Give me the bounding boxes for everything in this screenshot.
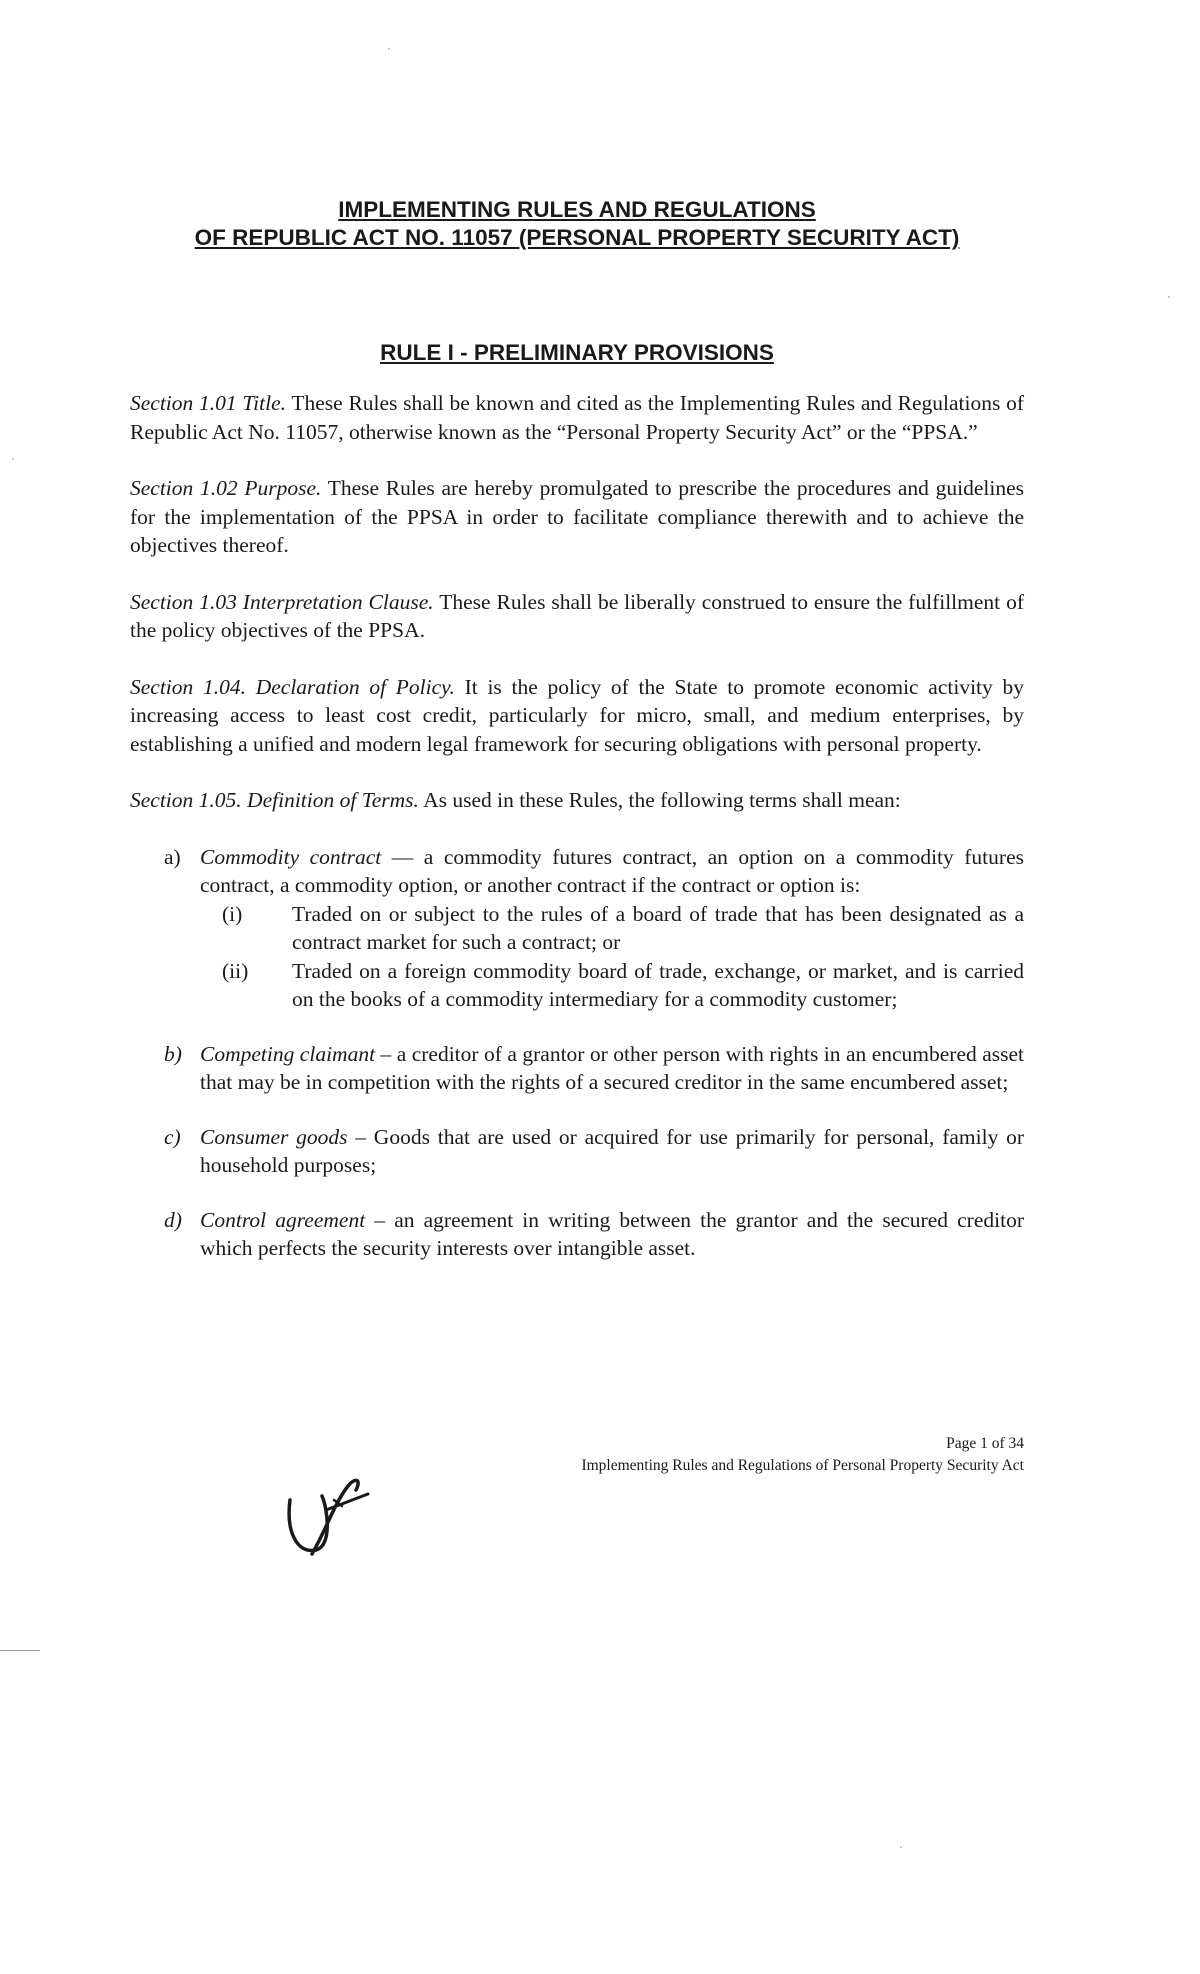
subitem-text: Traded on a foreign commodity board of trade, exchange, or market, and is carried on the books of a commodity intermediary for a commodity customer; — [292, 958, 1024, 1011]
scan-edge-line — [0, 1650, 40, 1651]
rule-heading: RULE I - PRELIMINARY PROVISIONS — [380, 340, 774, 365]
definition-term: Commodity contract — [200, 844, 382, 869]
definition-item — [130, 1040, 1024, 1097]
section-title: Declaration of Policy. — [255, 674, 455, 699]
definition-body — [200, 1040, 1024, 1097]
section-1-01 — [130, 389, 1024, 446]
section-text: It is the policy of the State to promote economic activity by increasing access to least cost credit, particularly for micro, small, and medium enterprises, by establishing a unified and modern legal framework for securing obligations with personal property. — [130, 674, 1024, 756]
scan-speck — [900, 1846, 902, 1848]
scan-speck — [12, 458, 14, 460]
section-text: These Rules shall be known and cited as the Implementing Rules and Regulations of Republic Act No. 11057, otherwise known as the “Personal Property Security Act” or the “PPSA.” — [130, 391, 1024, 444]
definition-item — [130, 843, 1024, 1014]
definition-term: Competing claimant — [200, 1041, 376, 1066]
section-1-02 — [130, 474, 1024, 560]
scan-speck — [1168, 296, 1170, 298]
section-number: Section 1.01 — [130, 391, 237, 415]
section-number: Section 1.05. — [130, 788, 242, 812]
document-title-line-2: OF REPUBLIC ACT NO. 11057 (PERSONAL PROPERTY SECURITY ACT) — [194, 225, 960, 250]
section-1-03 — [130, 588, 1024, 645]
section-title: Definition of Terms. — [247, 788, 419, 812]
section-title: Title. — [242, 391, 287, 415]
definition-text: — a commodity futures contract, an option on a commodity futures contract, a commodity option, or another contract if the contract or option is: — [200, 844, 1024, 897]
subitem-text: Traded on or subject to the rules of a board of trade that has been designated as a contract market for such a contract; or — [292, 901, 1024, 954]
definition-body — [200, 1123, 1024, 1180]
definition-letter: d) — [164, 1207, 182, 1232]
definition-item — [130, 1123, 1024, 1180]
section-text: These Rules shall be liberally construed to ensure the fulfillment of the policy objectives of the PPSA. — [130, 589, 1024, 642]
section-number: Section 1.02 — [130, 476, 238, 500]
footer-caption: Implementing Rules and Regulations of Personal Property Security Act — [581, 1457, 1024, 1474]
subitem-number: (ii) — [222, 958, 249, 983]
initials-signature — [282, 1470, 378, 1566]
document-body — [130, 196, 1024, 1289]
definition-body — [200, 843, 1024, 1014]
section-title: Purpose. — [244, 476, 322, 500]
definition-letter: b) — [164, 1041, 182, 1066]
definition-term: Consumer goods — [200, 1124, 348, 1149]
definition-subitem — [200, 957, 1024, 1014]
section-text: As used in these Rules, the following terms shall mean: — [423, 788, 901, 812]
scan-speck — [388, 48, 390, 50]
subitem-number: (i) — [222, 901, 243, 926]
definition-item — [130, 1206, 1024, 1263]
definition-text: – an agreement in writing between the grantor and the secured creditor which perfects the security interests over intangible asset. — [200, 1207, 1024, 1260]
section-number: Section 1.04. — [130, 674, 246, 699]
definition-letter: a) — [164, 844, 181, 869]
definition-subitem — [200, 900, 1024, 957]
section-text: These Rules are hereby promulgated to prescribe the procedures and guidelines for the implementation of the PPSA in order to facilitate compliance therewith and to achieve the objectives thereof. — [130, 476, 1024, 557]
section-title: Interpretation Clause. — [242, 589, 434, 614]
definition-text: – Goods that are used or acquired for use primarily for personal, family or household purposes; — [200, 1124, 1024, 1177]
definition-text: – a creditor of a grantor or other person with rights in an encumbered asset that may be in competition with the rights of a secured creditor in the same encumbered asset; — [200, 1041, 1024, 1094]
definition-letter: c) — [164, 1124, 181, 1149]
section-number: Section 1.03 — [130, 589, 237, 614]
document-title-line-1: IMPLEMENTING RULES AND REGULATIONS — [338, 197, 816, 222]
definition-body — [200, 1206, 1024, 1263]
page-number: Page 1 of 34 — [946, 1435, 1024, 1452]
definition-term: Control agreement — [200, 1207, 366, 1232]
page-footer — [581, 1433, 1024, 1477]
section-1-04 — [130, 673, 1024, 759]
section-1-05 — [130, 786, 1024, 815]
